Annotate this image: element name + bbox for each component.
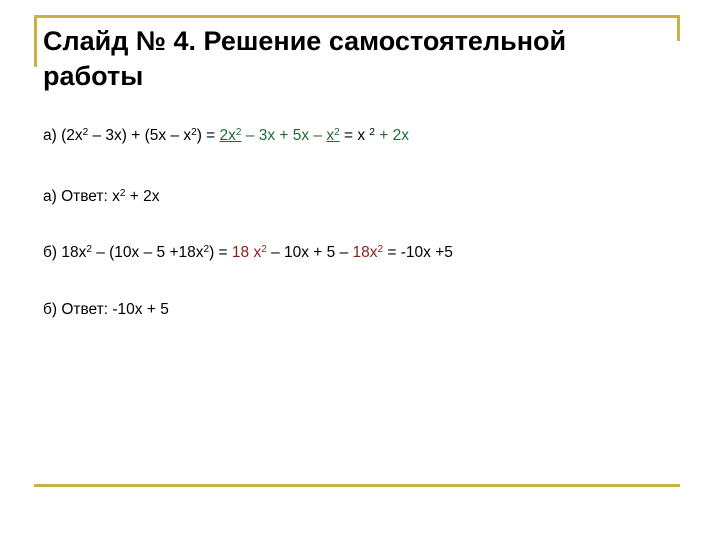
solution-a-exponent-3: 2	[235, 127, 242, 138]
slide-frame-left-line	[34, 15, 37, 67]
solution-b-text-6: 18х	[352, 244, 378, 261]
answer-a-exponent: 2	[119, 188, 126, 199]
solution-b-highlight-1	[232, 244, 267, 261]
solution-b-line	[43, 243, 453, 263]
solution-b-text-5: – 10х + 5 –	[266, 244, 353, 261]
solution-a-exponent-5: 2	[369, 127, 375, 138]
solution-a-text-1: а) (2х	[43, 127, 83, 144]
solution-a-text-7: = х	[339, 127, 370, 144]
solution-b-exponent-3: 2	[261, 244, 267, 255]
solution-b-text-1: б) 18х	[43, 244, 87, 261]
solution-a-line	[43, 126, 409, 146]
solution-b-exponent-1: 2	[86, 244, 92, 255]
solution-a-exponent-4: 2	[334, 127, 340, 138]
answer-a-line	[43, 187, 159, 207]
answer-b-text: б) Ответ: -10х + 5	[43, 301, 169, 318]
solution-a-text-6: х	[326, 127, 335, 144]
answer-a-text-1: а) Ответ: х	[43, 188, 120, 205]
solution-b-text-7: = -10х +5	[383, 244, 453, 261]
slide-frame-bottom-line	[34, 484, 680, 487]
solution-a-exponent-1: 2	[82, 127, 89, 138]
solution-a-text-8: + 2х	[374, 127, 409, 144]
solution-a-text-4: 2х	[219, 127, 236, 144]
slide-frame-right-line	[677, 15, 680, 41]
solution-b-text-4: 18 х	[231, 244, 262, 261]
solution-b-text-2: – (10х – 5 +18х	[91, 244, 204, 261]
slide-title: Слайд № 4. Решение самостоятельной работы	[43, 26, 567, 91]
solution-a-highlight-2	[326, 127, 339, 144]
solution-a-exponent-2: 2	[191, 127, 197, 138]
solution-a-text-5: – 3х + 5х –	[241, 127, 327, 144]
solution-b-highlight-2	[353, 244, 384, 261]
solution-b-text-3: ) =	[209, 244, 232, 261]
slide-frame-top-line	[34, 15, 680, 18]
answer-b-line	[43, 300, 169, 320]
solution-a-text-3: ) =	[196, 127, 220, 144]
solution-a-text-2: – 3х) + (5х – х	[88, 127, 192, 144]
answer-a-text-2: + 2х	[125, 188, 160, 205]
solution-a-highlight-1	[220, 127, 242, 144]
solution-b-exponent-4: 2	[377, 244, 384, 255]
solution-b-exponent-2: 2	[203, 244, 210, 255]
